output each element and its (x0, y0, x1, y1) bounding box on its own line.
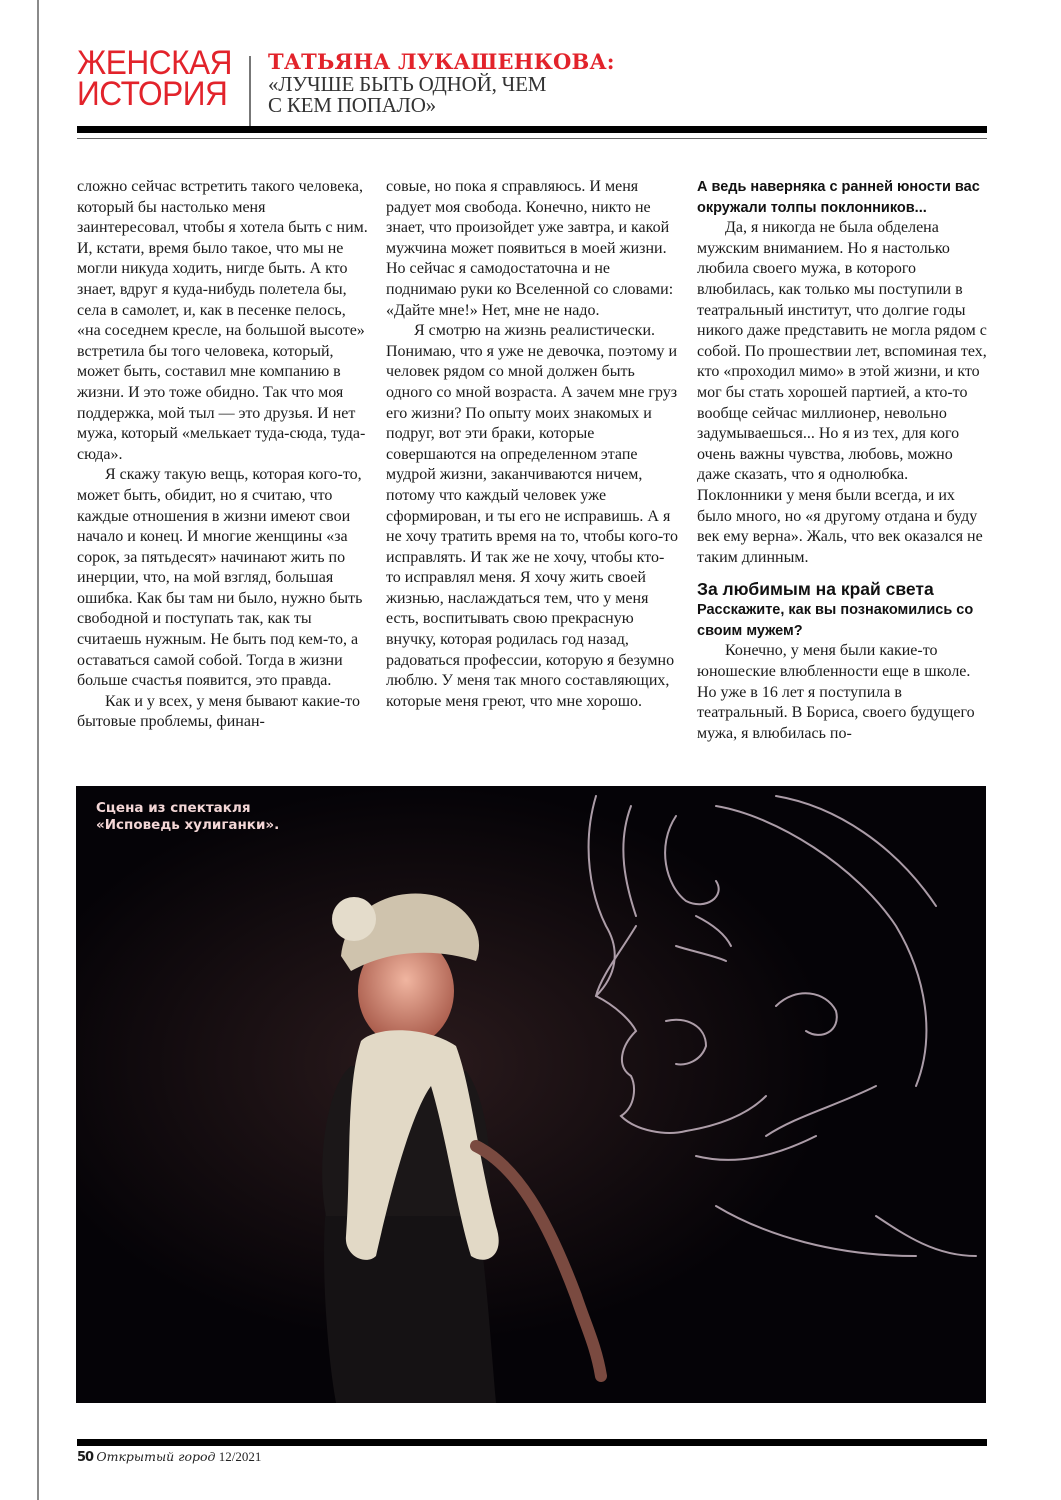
page-edge-line (37, 0, 39, 1500)
section-label-line: ЖЕНСКАЯ (77, 44, 233, 82)
publication-name: Открытый город (96, 1449, 216, 1464)
footer-rule (77, 1439, 987, 1446)
photo-background (76, 786, 986, 1403)
paragraph: Да, я никогда не была обделена мужским вниманием. Но я настолько любила своего мужа, в которого влюбилась, как только мы поступили в театральный институт, что долгие годы никого даже представить не могла рядом с собой. По прошествии лет, вспоминая тех, кто «проходил мимо» в этой жизни, и кто мог бы стать хорошей партией, а кто-то вообще сейчас миллионер, невольно задумываешься... Но я из тех, для кого очень важны чувства, любовь, можно даже сказать, что я однолюбка. Поклонники у меня были всегда, и их было много, но «я другому отдана и буду век ему верна». Жаль, что век оказался не таким длинным. (697, 219, 987, 566)
article-title (268, 50, 615, 116)
caption-line: Сцена из спектакля (96, 800, 251, 816)
interview-question: Расскажите, как вы познакомились со своим мужем? (697, 602, 974, 639)
photo-illustration (76, 786, 986, 1403)
paragraph: Как и у всех, у меня бывают какие-то бытовые проблемы, финан- (77, 692, 360, 731)
header-divider (249, 56, 251, 128)
text-column-3 (697, 177, 989, 775)
page-number: 50 (77, 1450, 94, 1465)
text-column-2 (386, 177, 678, 775)
paragraph: Конечно, у меня были какие-то юношеские влюбленности еще в школе. Но уже в 16 лет я поступила в театральный. В Бориса, своего будущего мужа, я влюбилась по- (697, 642, 975, 742)
title-name: ТАТЬЯНА ЛУКАШЕНКОВА: (268, 49, 615, 74)
paragraph: сложно сейчас встретить такого человека, который бы настолько меня заинтересовал, чтобы я хотела быть с ним. И, кстати, время было такое, что мы не могли никуда ходить, нигде быть. А кто знает, вдруг я куда-нибудь полетела бы, села в самолет, и, как в песенке пелось, «на соседнем кресле, на большой высоте» встретила бы того человека, который, может быть, составил мне компанию в жизни. И это тоже обидно. Так что моя поддержка, мой тыл — это друзья. И нет мужа, который «мелькает туда-сюда, туда-сюда». (77, 178, 368, 463)
issue-number: 12/2021 (218, 1449, 262, 1464)
photo-caption (96, 800, 279, 834)
interview-question: А ведь наверняка с ранней юности вас окружали толпы поклонников... (697, 179, 980, 216)
header-rule-thick (77, 126, 987, 133)
page-footer (77, 1449, 261, 1466)
paragraph: совые, но пока я справляюсь. И меня радует моя свобода. Конечно, никто не знает, что произойдет уже завтра, и какой мужчина может появиться в моей жизни. Но сейчас я самодостаточна и не поднимаю руки ко Вселенной со словами: «Дайте мне!» Нет, мне не надо. (386, 178, 674, 319)
text-column-1 (77, 177, 369, 775)
title-quote-line: «ЛУЧШЕ БЫТЬ ОДНОЙ, ЧЕМ (268, 72, 547, 96)
section-label-line: ИСТОРИЯ (77, 75, 228, 113)
article-header (77, 44, 987, 128)
header-rule-thin (77, 138, 987, 139)
caption-line: «Исповедь хулиганки». (96, 817, 280, 833)
stage-photo (76, 786, 986, 1403)
paragraph: Я скажу такую вещь, которая кого-то, может быть, обидит, но я считаю, что каждые отношения в жизни имеют свои начало и конец. И многие женщины «за сорок, за пятьдесят» начинают жить по инерции, что, на мой взгляд, большая ошибка. Как бы там ни было, нужно быть свободной и поступать так, как ты считаешь нужным. Не быть под кем-то, а оставаться самой собой. Тогда в жизни больше счастья появится, это правда. (77, 466, 363, 690)
subheading: За любимым на край света (697, 579, 934, 600)
title-quote-line: С КЕМ ПОПАЛО» (268, 93, 436, 117)
section-label (77, 44, 244, 113)
paragraph: Я смотрю на жизнь реалистически. Понимаю, что я уже не девочка, поэтому и человек рядом со мной должен быть одного со мной возраста. А зачем мне груз его жизни? По опыту моих знакомых и подруг, вот эти браки, которые совершаются на определенном этапе мудрой жизни, заканчиваются ничем, потому что каждый человек уже сформирован, и ты его не исправишь. А я не хочу тратить время на то, чтобы кого-то исправлять. И так же не хочу, чтобы кто-то исправлял меня. Я хочу жить своей жизнью, наслаждаться тем, что у меня есть, воспитывать свою прекрасную внучку, которая родилась год назад, радоваться профессии, которую я безумно люблю. У меня так много составляющих, которые меня греют, что мне хорошо. (386, 322, 678, 710)
